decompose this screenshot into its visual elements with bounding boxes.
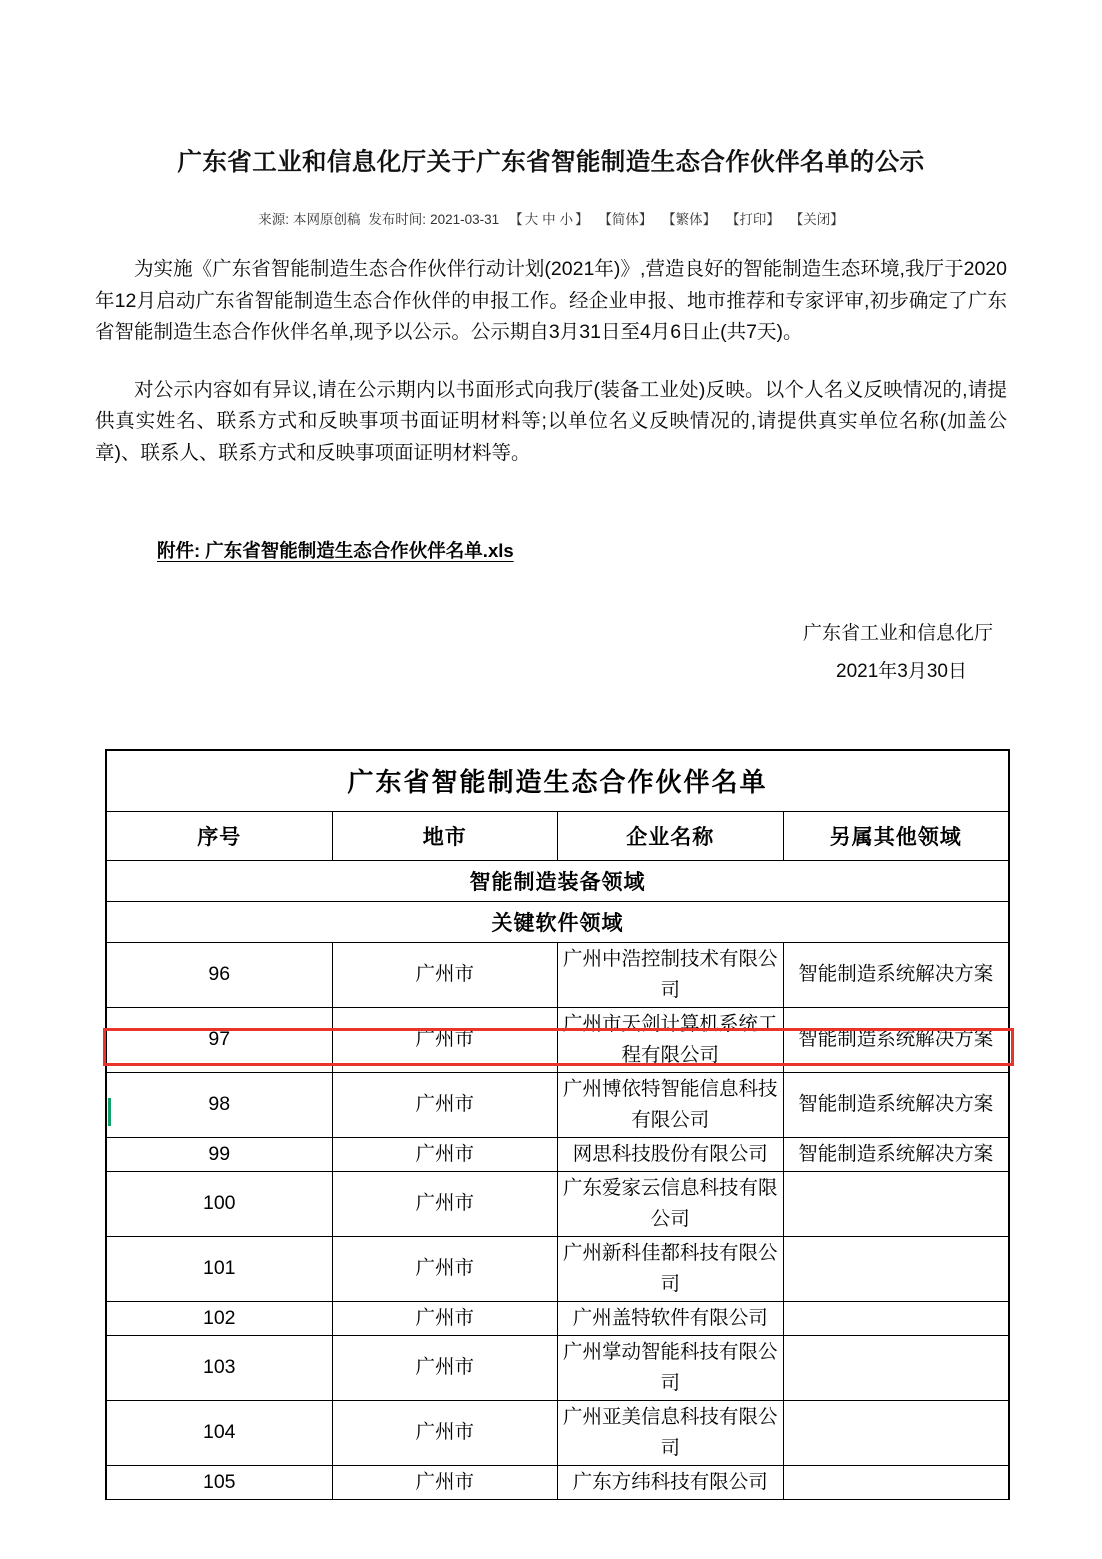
section-row-equipment xyxy=(107,860,1009,901)
column-header-other-field: 另属其他领域 xyxy=(783,811,1009,860)
section-label: 智能制造装备领域 xyxy=(107,860,1009,901)
font-size-large-button[interactable]: 大 xyxy=(524,212,539,227)
font-size-small-button[interactable]: 小 xyxy=(559,212,574,227)
source-label: 来源: xyxy=(258,212,290,227)
table-row[interactable] xyxy=(107,942,1009,1007)
column-header-company: 企业名称 xyxy=(558,811,784,860)
cell-company: 广州中浩控制技术有限公司 xyxy=(558,942,784,1007)
column-header-city: 地市 xyxy=(332,811,558,860)
font-size-medium-button[interactable]: 中 xyxy=(542,212,556,227)
table-row[interactable] xyxy=(107,1301,1009,1335)
attachment-link[interactable]: 附件: 广东省智能制造生态合作伙伴名单.xls xyxy=(157,539,514,561)
cell-city: 广州市 xyxy=(332,1137,558,1171)
cell-no: 104 xyxy=(107,1400,333,1465)
signature-organization: 广东省工业和信息化厅 xyxy=(802,622,993,644)
cell-city: 广州市 xyxy=(332,1072,558,1137)
publish-date: 2021-03-31 xyxy=(430,212,500,227)
signature-date: 2021年3月30日 xyxy=(836,660,967,682)
paragraph-2: 对公示内容如有异议,请在公示期内以书面形式向我厅(装备工业处)反映。以个人名义反映情况的,请提供真实姓名、联系方式和反映事项书面证明材料等;以单位名义反映情况的,请提供真实单位名称(加盖公章)、联系人、联系方式和反映事项面证明材料等。 xyxy=(95,378,1007,464)
cell-other-field: 智能制造系统解决方案 xyxy=(783,1007,1009,1072)
document-meta: 来源: 本网原创稿 发布时间: 2021-03-31 【 大 中 小 】 【简体】 【繁体】 【打印】 【关闭】 xyxy=(258,212,844,227)
cell-company: 广州亚美信息科技有限公司 xyxy=(558,1400,784,1465)
cell-no: 100 xyxy=(107,1171,333,1236)
cell-no: 98 xyxy=(107,1072,333,1137)
cell-company: 广州盖特软件有限公司 xyxy=(558,1301,784,1335)
section-label: 关键软件领域 xyxy=(107,901,1009,942)
cell-no: 102 xyxy=(107,1301,333,1335)
cell-city: 广州市 xyxy=(332,1465,558,1499)
publish-label: 发布时间: xyxy=(368,212,427,227)
cell-city: 广州市 xyxy=(332,1400,558,1465)
table-row-highlighted[interactable] xyxy=(107,1137,1009,1171)
table-title-row xyxy=(107,750,1009,811)
cell-company: 广州新科佳都科技有限公司 xyxy=(558,1236,784,1301)
simplified-button[interactable]: 【简体】 xyxy=(598,212,653,227)
table-row[interactable] xyxy=(107,1007,1009,1072)
section-row-software xyxy=(107,901,1009,942)
column-header-no: 序号 xyxy=(107,811,333,860)
row-marker-icon xyxy=(108,1098,111,1126)
table-header-row xyxy=(107,811,1009,860)
close-button[interactable]: 【关闭】 xyxy=(789,212,844,227)
cell-company: 广州掌动智能科技有限公司 xyxy=(558,1335,784,1400)
table-row[interactable] xyxy=(107,1171,1009,1236)
cell-company: 网思科技股份有限公司 xyxy=(558,1137,784,1171)
table-row[interactable] xyxy=(107,1236,1009,1301)
traditional-button[interactable]: 【繁体】 xyxy=(662,212,717,227)
table-row[interactable] xyxy=(107,1072,1009,1137)
cell-no: 101 xyxy=(107,1236,333,1301)
cell-company: 广东方纬科技有限公司 xyxy=(558,1465,784,1499)
cell-other-field: 智能制造系统解决方案 xyxy=(783,1137,1009,1171)
table-title: 广东省智能制造生态合作伙伴名单 xyxy=(107,750,1009,811)
cell-city: 广州市 xyxy=(332,942,558,1007)
cell-city: 广州市 xyxy=(332,1301,558,1335)
cell-other-field: 智能制造系统解决方案 xyxy=(783,942,1009,1007)
cell-city: 广州市 xyxy=(332,1171,558,1236)
cell-city: 广州市 xyxy=(332,1236,558,1301)
cell-city: 广州市 xyxy=(332,1007,558,1072)
partner-list-table-container xyxy=(105,749,1010,1500)
signature-block xyxy=(95,615,1007,691)
cell-company: 广州博依特智能信息科技有限公司 xyxy=(558,1072,784,1137)
page-title: 广东省工业和信息化厅关于广东省智能制造生态合作伙伴名单的公示 xyxy=(177,149,925,176)
table-row[interactable] xyxy=(107,1400,1009,1465)
partner-list-table xyxy=(106,750,1009,1500)
cell-no: 96 xyxy=(107,942,333,1007)
cell-other-field: 智能制造系统解决方案 xyxy=(783,1072,1009,1137)
cell-city: 广州市 xyxy=(332,1335,558,1400)
cell-other-field xyxy=(783,1400,1009,1465)
cell-other-field xyxy=(783,1301,1009,1335)
cell-no: 99 xyxy=(107,1137,333,1171)
cell-no: 105 xyxy=(107,1465,333,1499)
cell-other-field xyxy=(783,1465,1009,1499)
cell-company: 广东爱家云信息科技有限公司 xyxy=(558,1171,784,1236)
cell-other-field xyxy=(783,1335,1009,1400)
cell-company: 广州市天剑计算机系统工程有限公司 xyxy=(558,1007,784,1072)
table-row[interactable] xyxy=(107,1465,1009,1499)
cell-other-field xyxy=(783,1171,1009,1236)
cell-no: 97 xyxy=(107,1007,333,1072)
cell-no: 103 xyxy=(107,1335,333,1400)
cell-other-field xyxy=(783,1236,1009,1301)
print-button[interactable]: 【打印】 xyxy=(725,212,780,227)
source-value: 本网原创稿 xyxy=(293,212,361,227)
table-row[interactable] xyxy=(107,1335,1009,1400)
paragraph-1: 为实施《广东省智能制造生态合作伙伴行动计划(2021年)》,营造良好的智能制造生态环境,我厅于2020年12月启动广东省智能制造生态合作伙伴的申报工作。经企业申报、地市推荐和专家评审,初步确定了广东省智能制造生态合作伙伴名单,现予以公示。公示期自3月31日至4月6日止(共7天)。 xyxy=(95,258,1007,344)
